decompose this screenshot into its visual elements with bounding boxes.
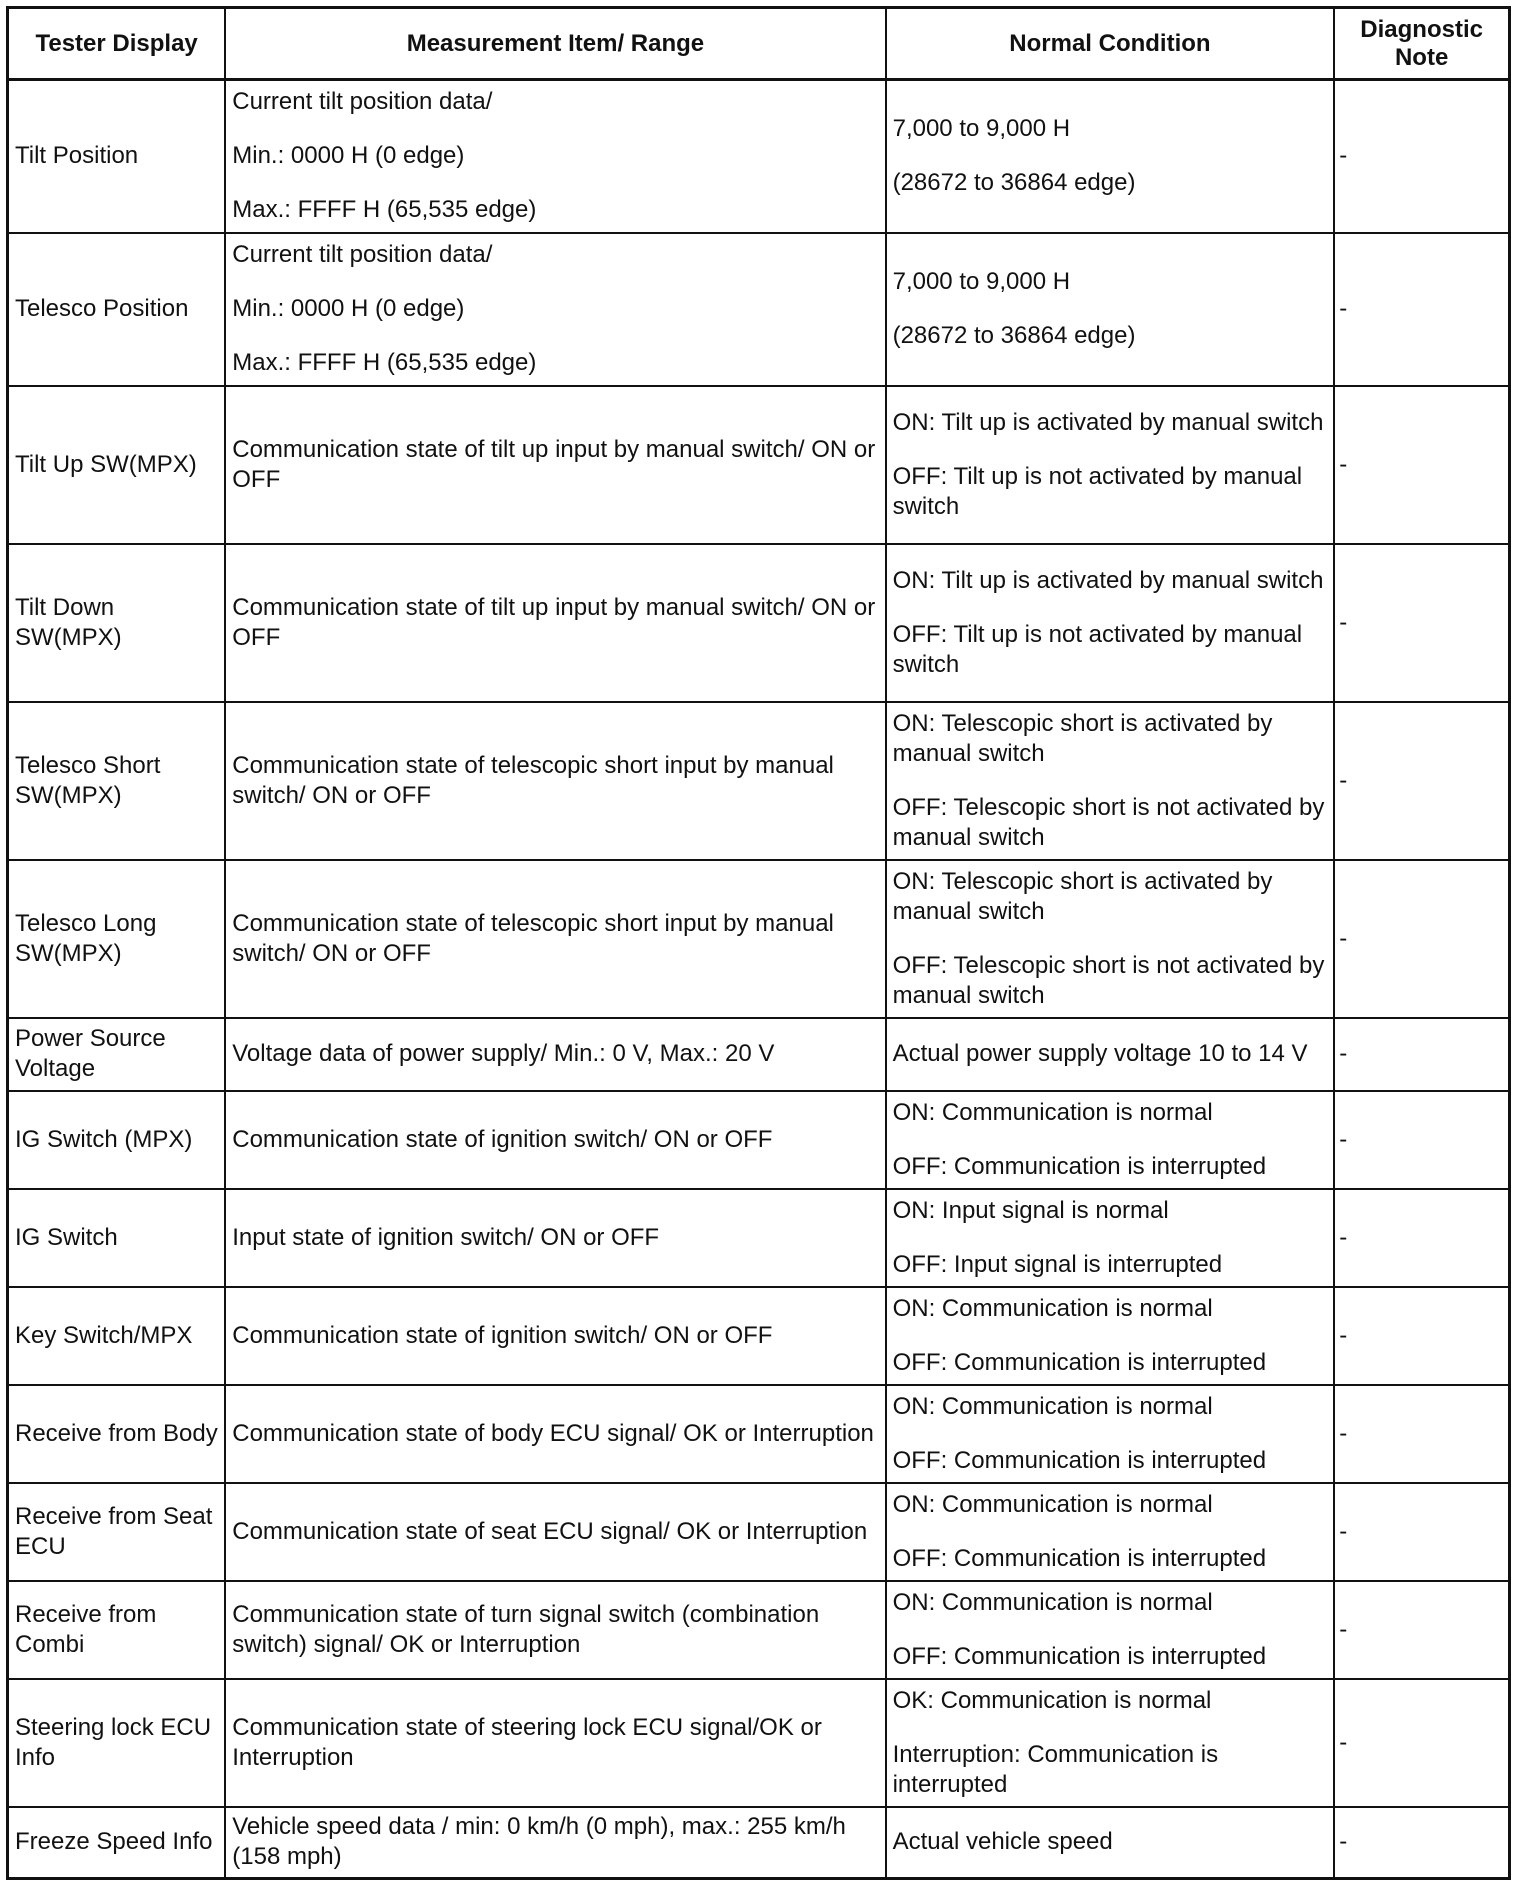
- normal-condition-text: OFF: Input signal is interrupted: [892, 1250, 1223, 1278]
- normal-condition-text: OFF: Tilt up is not activated by manual switch: [892, 462, 1303, 520]
- diagnostic-note-cell: -: [1334, 544, 1509, 702]
- table-row: [8, 1189, 1510, 1287]
- diagnostic-note-cell: -: [1334, 1018, 1509, 1091]
- measurement-cell: [225, 702, 885, 860]
- measurement-text: Communication state of telescopic short input by manual switch/ ON or OFF: [232, 909, 834, 967]
- measurement-cell: [225, 386, 885, 544]
- measurement-text: Communication state of body ECU signal/ OK or Interruption: [232, 1419, 874, 1447]
- normal-condition-text: 7,000 to 9,000 H: [892, 268, 1071, 295]
- normal-condition-text: OFF: Telescopic short is not activated by manual switch: [892, 951, 1325, 1009]
- measurement-text: Communication state of telescopic short input by manual switch/ ON or OFF: [232, 751, 834, 809]
- normal-condition-cell: [886, 1018, 1335, 1091]
- tester-display-cell: Receive from Combi: [8, 1581, 226, 1679]
- measurement-cell: [225, 1287, 885, 1385]
- tester-display-cell: Telesco Short SW(MPX): [8, 702, 226, 860]
- measurement-cell: [225, 80, 885, 233]
- table-row: [8, 1679, 1510, 1807]
- normal-condition-cell: [886, 860, 1335, 1018]
- measurement-text: Communication state of ignition switch/ ON or OFF: [232, 1125, 773, 1153]
- normal-condition-text: OFF: Communication is interrupted: [892, 1544, 1267, 1572]
- diagnostic-note-cell: -: [1334, 1287, 1509, 1385]
- normal-condition-cell: [886, 1287, 1335, 1385]
- normal-condition-cell: [886, 1581, 1335, 1679]
- table-row: [8, 233, 1510, 386]
- measurement-text: Communication state of seat ECU signal/ OK or Interruption: [232, 1517, 868, 1545]
- header-diagnostic-note: Diagnostic Note: [1334, 8, 1509, 80]
- tester-display-cell: Freeze Speed Info: [8, 1807, 226, 1879]
- measurement-cell: [225, 233, 885, 386]
- table-row: [8, 80, 1510, 233]
- measurement-text: Current tilt position data/: [232, 88, 493, 116]
- normal-condition-text: ON: Communication is normal: [892, 1098, 1213, 1126]
- header-row: [8, 8, 1510, 80]
- diagnostic-note-cell: -: [1334, 1385, 1509, 1483]
- table-row: [8, 1018, 1510, 1091]
- measurement-text: Min.: 0000 H (0 edge): [232, 295, 465, 322]
- measurement-cell: [225, 860, 885, 1018]
- normal-condition-text: Actual vehicle speed: [892, 1828, 1113, 1856]
- measurement-cell: [225, 1018, 885, 1091]
- diagnostic-note-cell: -: [1334, 702, 1509, 860]
- tester-display-cell: Telesco Position: [8, 233, 226, 386]
- tester-display-cell: Key Switch/MPX: [8, 1287, 226, 1385]
- normal-condition-cell: [886, 386, 1335, 544]
- measurement-text: Communication state of tilt up input by manual switch/ ON or OFF: [232, 435, 876, 493]
- normal-condition-text: ON: Communication is normal: [892, 1588, 1213, 1616]
- tester-display-cell: Steering lock ECU Info: [8, 1679, 226, 1807]
- normal-condition-text: OFF: Communication is interrupted: [892, 1446, 1267, 1474]
- table-row: [8, 1287, 1510, 1385]
- table-row: [8, 544, 1510, 702]
- table-row: [8, 1581, 1510, 1679]
- measurement-text: Max.: FFFF H (65,535 edge): [232, 349, 537, 376]
- normal-condition-text: OFF: Tilt up is not activated by manual switch: [892, 620, 1303, 678]
- measurement-cell: [225, 1581, 885, 1679]
- tester-display-cell: Receive from Seat ECU: [8, 1483, 226, 1581]
- normal-condition-cell: [886, 1807, 1335, 1879]
- table-row: [8, 386, 1510, 544]
- measurement-text: Communication state of turn signal switch (combination switch) signal/ OK or Interruption: [232, 1600, 820, 1658]
- diagnostic-note-cell: -: [1334, 860, 1509, 1018]
- diagnostic-note-cell: -: [1334, 80, 1509, 233]
- normal-condition-cell: [886, 1189, 1335, 1287]
- tester-display-cell: Receive from Body: [8, 1385, 226, 1483]
- normal-condition-cell: [886, 1385, 1335, 1483]
- normal-condition-text: 7,000 to 9,000 H: [892, 115, 1071, 143]
- tester-display-cell: IG Switch (MPX): [8, 1091, 226, 1189]
- normal-condition-text: OK: Communication is normal: [892, 1686, 1212, 1714]
- measurement-cell: [225, 1385, 885, 1483]
- measurement-text: Input state of ignition switch/ ON or OFF: [232, 1223, 660, 1251]
- normal-condition-text: (28672 to 36864 edge): [892, 322, 1136, 349]
- measurement-text: Min.: 0000 H (0 edge): [232, 142, 465, 170]
- diagnostic-note-cell: -: [1334, 233, 1509, 386]
- normal-condition-text: OFF: Communication is interrupted: [892, 1152, 1267, 1180]
- normal-condition-cell: [886, 80, 1335, 233]
- diagnostic-note-cell: -: [1334, 1189, 1509, 1287]
- measurement-cell: [225, 1807, 885, 1879]
- normal-condition-text: OFF: Telescopic short is not activated by manual switch: [892, 793, 1325, 851]
- tester-display-cell: Tilt Up SW(MPX): [8, 386, 226, 544]
- normal-condition-text: (28672 to 36864 edge): [892, 169, 1136, 197]
- normal-condition-text: ON: Input signal is normal: [892, 1196, 1169, 1224]
- measurement-text: Max.: FFFF H (65,535 edge): [232, 196, 537, 224]
- tester-display-cell: Telesco Long SW(MPX): [8, 860, 226, 1018]
- normal-condition-text: ON: Telescopic short is activated by manual switch: [892, 709, 1273, 767]
- tester-display-cell: Power Source Voltage: [8, 1018, 226, 1091]
- normal-condition-text: Actual power supply voltage 10 to 14 V: [892, 1040, 1308, 1067]
- normal-condition-cell: [886, 544, 1335, 702]
- normal-condition-text: OFF: Communication is interrupted: [892, 1642, 1267, 1670]
- normal-condition-text: ON: Tilt up is activated by manual switch: [892, 566, 1324, 594]
- normal-condition-text: ON: Communication is normal: [892, 1294, 1213, 1322]
- table-row: [8, 1091, 1510, 1189]
- diagnostic-note-cell: -: [1334, 386, 1509, 544]
- normal-condition-cell: [886, 1679, 1335, 1807]
- diagnostic-data-table: [6, 6, 1511, 1880]
- diagnostic-note-cell: -: [1334, 1581, 1509, 1679]
- tester-display-cell: IG Switch: [8, 1189, 226, 1287]
- table-row: [8, 860, 1510, 1018]
- measurement-cell: [225, 1679, 885, 1807]
- normal-condition-cell: [886, 1483, 1335, 1581]
- measurement-cell: [225, 1189, 885, 1287]
- normal-condition-text: ON: Communication is normal: [892, 1490, 1213, 1518]
- normal-condition-cell: [886, 233, 1335, 386]
- header-measurement: Measurement Item/ Range: [225, 8, 885, 80]
- measurement-cell: [225, 1091, 885, 1189]
- normal-condition-cell: [886, 1091, 1335, 1189]
- measurement-text: Vehicle speed data / min: 0 km/h (0 mph), max.: 255 km/h (158 mph): [232, 1813, 846, 1871]
- measurement-text: Current tilt position data/: [232, 241, 493, 268]
- normal-condition-text: Interruption: Communication is interrupted: [892, 1740, 1219, 1798]
- normal-condition-cell: [886, 702, 1335, 860]
- table-row: [8, 1807, 1510, 1879]
- tester-display-cell: Tilt Position: [8, 80, 226, 233]
- header-normal-condition: Normal Condition: [886, 8, 1335, 80]
- diagnostic-note-cell: -: [1334, 1483, 1509, 1581]
- measurement-text: Voltage data of power supply/ Min.: 0 V, Max.: 20 V: [232, 1040, 775, 1067]
- normal-condition-text: ON: Telescopic short is activated by manual switch: [892, 867, 1273, 925]
- normal-condition-text: OFF: Communication is interrupted: [892, 1348, 1267, 1376]
- measurement-cell: [225, 544, 885, 702]
- measurement-text: Communication state of ignition switch/ ON or OFF: [232, 1321, 773, 1349]
- normal-condition-text: ON: Communication is normal: [892, 1392, 1213, 1420]
- header-tester-display: Tester Display: [8, 8, 226, 80]
- diagnostic-note-cell: -: [1334, 1679, 1509, 1807]
- diagnostic-note-cell: -: [1334, 1091, 1509, 1189]
- measurement-text: Communication state of steering lock ECU signal/OK or Interruption: [232, 1713, 822, 1771]
- measurement-text: Communication state of tilt up input by manual switch/ ON or OFF: [232, 593, 876, 651]
- table-row: [8, 1385, 1510, 1483]
- normal-condition-text: ON: Tilt up is activated by manual switch: [892, 408, 1324, 436]
- diagnostic-note-cell: -: [1334, 1807, 1509, 1879]
- tester-display-cell: Tilt Down SW(MPX): [8, 544, 226, 702]
- measurement-cell: [225, 1483, 885, 1581]
- table-body: [8, 80, 1510, 1879]
- table-row: [8, 1483, 1510, 1581]
- table-row: [8, 702, 1510, 860]
